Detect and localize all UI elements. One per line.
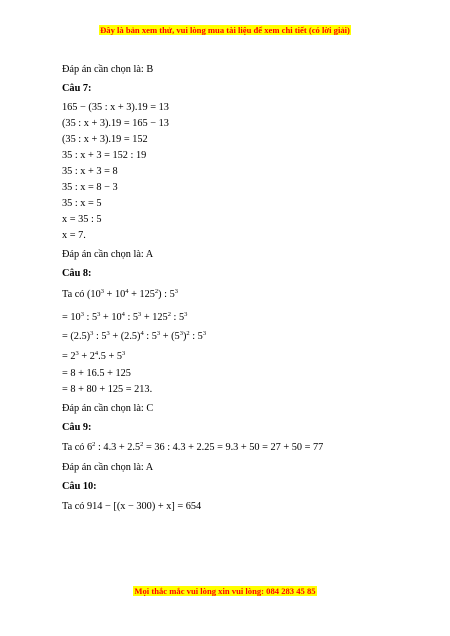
math-step: 35 : x + 3 = 8 bbox=[62, 166, 118, 177]
math-step: = $(2.5)^3$ : $5^3 + (2.5)^4$ : $5^3 + (5^3)^2$ : $5^3$ bbox=[62, 330, 207, 342]
math-step: = $2^3 + 2^4.5 + 5^3$ bbox=[62, 350, 126, 362]
answer-line: Đáp án cần chọn là: B bbox=[62, 64, 154, 75]
question-title: Câu 9: bbox=[62, 422, 92, 433]
math-step: Ta có 914 − [(x − 300) + x] = 654 bbox=[62, 501, 202, 512]
math-step: Ta có $6^2$ : $4.3 + 2.5^2 = 36$ : 4.3 + 2.25 = 9.3 + 50 = 27 + 50 = 77 bbox=[62, 441, 324, 453]
answer-line: Đáp án cần chọn là: A bbox=[62, 249, 154, 260]
question-title: Câu 8: bbox=[62, 268, 92, 279]
header-banner bbox=[0, 25, 450, 35]
footer-banner bbox=[0, 586, 450, 596]
header-banner-text: Đây là bản xem thử, vui lòng mua tài liệu để xem chi tiết (có lời giải) bbox=[100, 25, 350, 35]
footer-banner-text: Mọi thắc mắc vui lòng xin vui lòng: 084 283 45 85 bbox=[134, 586, 316, 596]
math-step: (35 : x + 3).19 = 165 − 13 bbox=[62, 118, 169, 129]
question-title: Câu 7: bbox=[62, 83, 92, 94]
math-step: 35 : x = 8 − 3 bbox=[62, 182, 118, 193]
math-step: Ta có $(10^3 + 10^4 + 125^2)$ : $5^3$ bbox=[62, 288, 178, 300]
answer-line: Đáp án cần chọn là: A bbox=[62, 462, 154, 473]
math-step: = 8 + 80 + 125 = 213. bbox=[62, 384, 153, 395]
math-step: 165 − (35 : x + 3).19 = 13 bbox=[62, 102, 169, 113]
math-step: x = 35 : 5 bbox=[62, 214, 102, 225]
math-step: 35 : x = 5 bbox=[62, 198, 102, 209]
math-step: = $10^3$ : $5^3 + 10^4$ : $5^3 + 125^2$ : $5^3$ bbox=[62, 311, 188, 323]
math-step: = 8 + 16.5 + 125 bbox=[62, 368, 131, 379]
answer-line: Đáp án cần chọn là: C bbox=[62, 403, 154, 414]
math-step: (35 : x + 3).19 = 152 bbox=[62, 134, 148, 145]
question-title: Câu 10: bbox=[62, 481, 97, 492]
math-step: x = 7. bbox=[62, 230, 86, 241]
math-step: 35 : x + 3 = 152 : 19 bbox=[62, 150, 147, 161]
